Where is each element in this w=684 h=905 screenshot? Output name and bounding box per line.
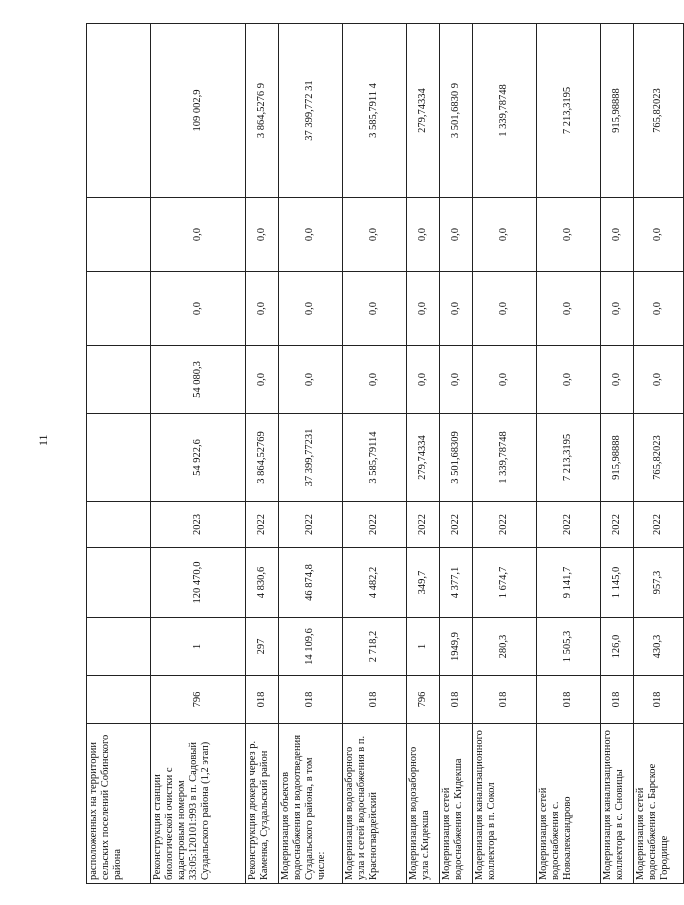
cell-y2023: 0,0 <box>407 346 440 414</box>
cell-y2025: 0,0 <box>440 198 473 272</box>
cell-qty: 280,3 <box>473 618 537 676</box>
cell-y2025: 0,0 <box>279 198 343 272</box>
table-body <box>87 24 684 884</box>
cell-remainder: 3 585,7911 4 <box>343 24 407 198</box>
cell-y2023: 0,0 <box>601 346 634 414</box>
cell-total: 765,82023 <box>634 414 684 502</box>
cell-year: 2022 <box>279 502 343 548</box>
cell-total: 3 501,68309 <box>440 414 473 502</box>
page-number: 11 <box>36 434 50 446</box>
cell-y2023: 0,0 <box>343 346 407 414</box>
cell-y2024: 0,0 <box>601 272 634 346</box>
cell-total: 279,74334 <box>407 414 440 502</box>
cell-code: 018 <box>634 676 684 724</box>
cell-code: 796 <box>151 676 246 724</box>
table-row <box>279 24 343 884</box>
table-row <box>151 24 246 884</box>
cell-name: Модернизация водозаборного узла с.Кидекша <box>407 724 440 884</box>
cell-qty: 1 <box>407 618 440 676</box>
cell-y2025 <box>87 198 151 272</box>
cell-remainder: 109 002,9 <box>151 24 246 198</box>
cell-name: Модернизация канализационного коллектора в с. Сновицы <box>601 724 634 884</box>
cell-y2025: 0,0 <box>473 198 537 272</box>
cell-remainder: 279,74334 <box>407 24 440 198</box>
cell-cost: 4 482,2 <box>343 548 407 618</box>
cell-code: 018 <box>537 676 601 724</box>
cell-y2024: 0,0 <box>440 272 473 346</box>
cell-code: 018 <box>473 676 537 724</box>
cell-cost <box>87 548 151 618</box>
cell-name: Модернизация сетей водоснабжения с. Новоалександрово <box>537 724 601 884</box>
cell-cost: 1 674,7 <box>473 548 537 618</box>
cell-code <box>87 676 151 724</box>
cell-y2024: 0,0 <box>343 272 407 346</box>
cell-qty: 297 <box>246 618 279 676</box>
cell-total: 3 585,79114 <box>343 414 407 502</box>
cell-qty: 1 <box>151 618 246 676</box>
cell-y2023: 0,0 <box>246 346 279 414</box>
cell-remainder: 765,82023 <box>634 24 684 198</box>
cell-y2025: 0,0 <box>634 198 684 272</box>
cell-cost: 4 377,1 <box>440 548 473 618</box>
cell-remainder: 3 501,6830 9 <box>440 24 473 198</box>
cell-year: 2022 <box>537 502 601 548</box>
cell-qty <box>87 618 151 676</box>
cell-y2024: 0,0 <box>151 272 246 346</box>
table-row <box>246 24 279 884</box>
cell-year: 2022 <box>343 502 407 548</box>
cell-remainder: 915,98888 <box>601 24 634 198</box>
table-row <box>473 24 537 884</box>
cell-y2024: 0,0 <box>473 272 537 346</box>
cell-name: Модернизация водозаборного узла и сетей водоснабжения в п. Красногвардейский <box>343 724 407 884</box>
cell-y2024 <box>87 272 151 346</box>
cell-y2023: 0,0 <box>440 346 473 414</box>
cell-total: 54 922,6 <box>151 414 246 502</box>
cell-y2025: 0,0 <box>407 198 440 272</box>
cell-qty: 2 718,2 <box>343 618 407 676</box>
table-row <box>634 24 684 884</box>
cell-code: 796 <box>407 676 440 724</box>
cell-total: 3 864,52769 <box>246 414 279 502</box>
cell-name: расположенных на территории сельских поселений Собинского района <box>87 724 151 884</box>
cell-y2023: 0,0 <box>279 346 343 414</box>
cell-y2023 <box>87 346 151 414</box>
cell-y2025: 0,0 <box>343 198 407 272</box>
cell-remainder <box>87 24 151 198</box>
cell-y2023: 54 080,3 <box>151 346 246 414</box>
cell-code: 018 <box>601 676 634 724</box>
cell-y2025: 0,0 <box>601 198 634 272</box>
cell-code: 018 <box>279 676 343 724</box>
table-row <box>440 24 473 884</box>
table-row <box>343 24 407 884</box>
cell-year: 2022 <box>601 502 634 548</box>
cell-cost: 349,7 <box>407 548 440 618</box>
cell-total: 915,98888 <box>601 414 634 502</box>
cell-code: 018 <box>343 676 407 724</box>
table-row <box>87 24 151 884</box>
cell-year: 2022 <box>473 502 537 548</box>
cell-name: Модернизация сетей водоснабжения с. Барское Городище <box>634 724 684 884</box>
cell-qty: 14 109,6 <box>279 618 343 676</box>
cell-name: Реконструкция станции биологической очистки с кадастровым номером 33:05:120101:993 в п. Садовый Суздальского района (1,2 этап) <box>151 724 246 884</box>
cell-y2025: 0,0 <box>246 198 279 272</box>
table-row <box>537 24 601 884</box>
cell-total: 37 399,77231 <box>279 414 343 502</box>
cell-y2024: 0,0 <box>279 272 343 346</box>
cell-y2024: 0,0 <box>634 272 684 346</box>
cell-total: 7 213,3195 <box>537 414 601 502</box>
cell-remainder: 1 339,78748 <box>473 24 537 198</box>
cell-y2024: 0,0 <box>537 272 601 346</box>
cell-qty: 126,0 <box>601 618 634 676</box>
cell-name: Модернизация канализационного коллектора в п. Сокол <box>473 724 537 884</box>
cell-cost: 46 874,8 <box>279 548 343 618</box>
table-row <box>601 24 634 884</box>
cell-y2024: 0,0 <box>407 272 440 346</box>
cell-year: 2022 <box>634 502 684 548</box>
cell-y2023: 0,0 <box>537 346 601 414</box>
table-row <box>407 24 440 884</box>
cell-y2025: 0,0 <box>151 198 246 272</box>
cell-code: 018 <box>440 676 473 724</box>
cell-qty: 1949,9 <box>440 618 473 676</box>
cell-remainder: 7 213,3195 <box>537 24 601 198</box>
cell-cost: 957,3 <box>634 548 684 618</box>
cell-remainder: 3 864,5276 9 <box>246 24 279 198</box>
cell-qty: 430,3 <box>634 618 684 676</box>
cell-name: Модернизация сетей водоснабжения с. Кидекша <box>440 724 473 884</box>
cell-cost: 120 470,0 <box>151 548 246 618</box>
cell-year: 2022 <box>246 502 279 548</box>
cell-year <box>87 502 151 548</box>
cell-cost: 9 141,7 <box>537 548 601 618</box>
cell-remainder: 37 399,772 31 <box>279 24 343 198</box>
cell-year: 2023 <box>151 502 246 548</box>
cell-name: Реконструкция дюкера через р. Каменка, Суздальский район <box>246 724 279 884</box>
investment-table <box>86 23 684 884</box>
rotated-table-container <box>86 24 671 884</box>
cell-cost: 4 830,6 <box>246 548 279 618</box>
cell-y2023: 0,0 <box>634 346 684 414</box>
cell-y2024: 0,0 <box>246 272 279 346</box>
cell-code: 018 <box>246 676 279 724</box>
cell-name: Модернизация объектов водоснабжения и водоотведения Суздальского района, в том числе: <box>279 724 343 884</box>
cell-qty: 1 505,3 <box>537 618 601 676</box>
cell-year: 2022 <box>407 502 440 548</box>
cell-total: 1 339,78748 <box>473 414 537 502</box>
cell-total <box>87 414 151 502</box>
cell-y2025: 0,0 <box>537 198 601 272</box>
cell-y2023: 0,0 <box>473 346 537 414</box>
cell-cost: 1 145,0 <box>601 548 634 618</box>
cell-year: 2022 <box>440 502 473 548</box>
